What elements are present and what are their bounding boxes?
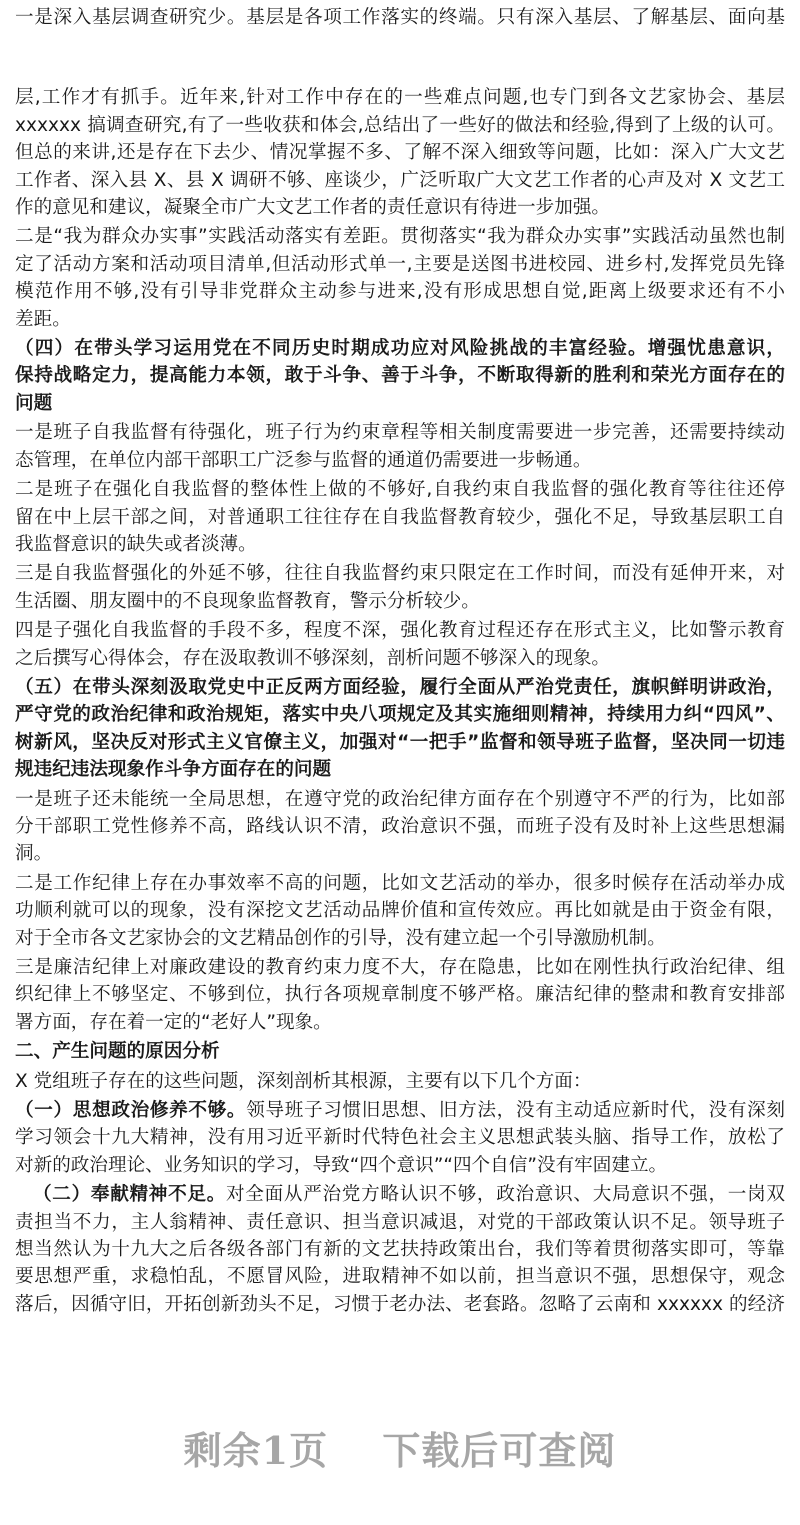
text-line xyxy=(15,84,785,111)
line-text: 规违纪违法现象作斗争方面存在的问题 xyxy=(15,759,332,781)
line-text: 分干部职工党性修养不高，路线认识不清，政治意识不强，而班子没有及时补上这些思想漏 xyxy=(15,815,785,837)
line-text: 留在中上层干部之间，对普通职工往往存在自我监督教育较少，强化不足，导致基层职工自 xyxy=(15,506,785,528)
line-text: （四）在带头学习运用党在不同历史时期成功应对风险挑战的丰富经验。增强忧患意识， xyxy=(15,338,785,360)
text-line xyxy=(15,1038,785,1065)
paragraph xyxy=(15,786,785,868)
text-line xyxy=(15,786,785,813)
remaining-pages-label: 剩余1页 xyxy=(183,1428,329,1473)
line-text: （五）在带头深刻汲取党史中正反两方面经验，履行全面从严治党责任，旗帜鲜明讲政治， xyxy=(15,676,785,698)
text-line xyxy=(15,1263,785,1290)
text-line xyxy=(15,306,785,333)
text-line xyxy=(15,870,785,897)
document-body xyxy=(15,4,785,1320)
line-text: 责担当不力，主人翁精神、责任意识、担当意识减退，对党的干部政策认识不足。领导班子 xyxy=(15,1211,785,1233)
section-heading xyxy=(15,674,785,784)
paragraph xyxy=(15,1097,785,1179)
line-text: 保持战略定力，提高能力本领，敢于斗争、善于斗争，不断取得新的胜利和荣光方面存在的 xyxy=(15,365,785,387)
text-line xyxy=(15,981,785,1008)
text-line xyxy=(15,531,785,558)
text-line xyxy=(15,674,785,701)
line-text: 二是工作纪律上存在办事效率不高的问题，比如文艺活动的举办，很多时候存在活动举办成 xyxy=(15,872,785,894)
line-text: 工作者、深入县 X、县 X 调研不够、座谈少，广泛听取广大文艺工作者的心声及对 X 文艺工 xyxy=(15,169,785,191)
paragraph xyxy=(15,1181,785,1318)
text-line xyxy=(15,729,785,756)
line-text: 树新风，坚决反对形式主义官僚主义，加强对“一把手”监督和领导班子监督，坚决同一切违 xyxy=(15,731,785,753)
text-line xyxy=(15,1181,785,1208)
line-text: 作的意见和建议，凝聚全市广大文艺工作者的责任意识有待进一步加强。 xyxy=(15,197,611,219)
paragraph xyxy=(15,4,785,31)
section-heading xyxy=(15,335,785,417)
line-text: 层,工作才有抓手。近年来,针对工作中存在的一些难点问题,也专门到各文艺家协会、基层 xyxy=(15,87,785,109)
text-line xyxy=(15,897,785,924)
paragraph xyxy=(15,476,785,558)
text-line xyxy=(15,362,785,389)
paragraph xyxy=(15,223,785,333)
text-line xyxy=(15,194,785,221)
line-text: 功顺利就可以的现象，没有深挖文艺活动品牌价值和宣传效应。再比如就是由于资金有限， xyxy=(15,900,785,922)
text-line xyxy=(15,251,785,278)
line-text: 署方面，存在着一定的“老好人”现象。 xyxy=(15,1011,332,1033)
line-text: 对于全市各文艺家协会的文艺精品创作的引导，没有建立起一个引导激励机制。 xyxy=(15,927,666,949)
text-line xyxy=(15,954,785,981)
text-line xyxy=(15,335,785,362)
text-line xyxy=(15,1236,785,1263)
text-line xyxy=(15,419,785,446)
line-text: 模范作用不够,没有引导非党群众主动参与进来,没有形成思想自觉,距离上级要求还有不小 xyxy=(15,281,785,303)
text-line xyxy=(15,223,785,250)
line-text: 一是深入基层调查研究少。基层是各项工作落实的终端。只有深入基层、了解基层、面向基 xyxy=(15,7,785,28)
line-text: 洞。 xyxy=(15,843,53,865)
download-to-view-label[interactable]: 下载后可查阅 xyxy=(382,1428,617,1473)
line-text: 一是班子自我监督有待强化，班子行为约束章程等相关制度需要进一步完善，还需要持续动 xyxy=(15,422,785,444)
text-line xyxy=(15,447,785,474)
line-text: 之后撰写心得体会，存在汲取教训不够深刻，剖析问题不够深入的现象。 xyxy=(15,647,611,669)
line-text: 对全面从严治党方略认识不够，政治意识、大局意识不强，一岗双 xyxy=(226,1184,785,1206)
text-line xyxy=(15,701,785,728)
line-text: 四是子强化自我监督的手段不多，程度不深，强化教育过程还存在形式主义，比如警示教育 xyxy=(15,620,785,642)
text-line xyxy=(15,645,785,672)
line-text: 学习领会十九大精神，没有用习近平新时代特色社会主义思想武装头脑、指导工作，放松了 xyxy=(15,1127,785,1149)
line-text: 要思想严重，求稳怕乱，不愿冒风险，进取精神不如以前，担当意识不强，思想保守，观念 xyxy=(15,1266,785,1288)
line-text: 问题 xyxy=(15,392,53,414)
section-heading xyxy=(15,1038,785,1065)
line-text: 二、产生问题的原因分析 xyxy=(15,1041,220,1063)
paragraph xyxy=(15,870,785,952)
text-line xyxy=(15,167,785,194)
line-text: 落后，因循守旧，开拓创新劲头不足，习惯于老办法、老套路。忽略了云南和 xxxxxx 的经济 xyxy=(15,1293,785,1315)
line-text: 三是自我监督强化的外延不够，往往自我监督约束只限定在工作时间，而没有延伸开来，对 xyxy=(15,563,785,585)
text-line xyxy=(15,476,785,503)
text-line xyxy=(15,1209,785,1236)
line-text: 态管理，在单位内部干部职工广泛参与监督的通道仍需要进一步畅通。 xyxy=(15,449,592,471)
paragraph xyxy=(15,419,785,474)
text-line xyxy=(15,278,785,305)
line-text: 一是班子还未能统一全局思想，在遵守党的政治纪律方面存在个别遵守不严的行为，比如部 xyxy=(15,788,785,810)
text-line xyxy=(15,813,785,840)
text-line xyxy=(15,840,785,867)
line-text: X 党组班子存在的这些问题，深刻剖析其根源，主要有以下几个方面： xyxy=(15,1070,592,1092)
line-text: 生活圈、朋友圈中的不良现象监督教育，警示分析较少。 xyxy=(15,590,480,612)
line-text: 对新的政治理论、业务知识的学习，导致“四个意识”“四个自信”没有牢固建立。 xyxy=(15,1154,668,1176)
line-text: 我监督意识的缺失或者淡薄。 xyxy=(15,533,257,555)
text-line xyxy=(15,756,785,783)
text-line xyxy=(15,1291,785,1318)
text-line xyxy=(15,560,785,587)
text-line xyxy=(15,4,785,31)
subsection-lead: （一）思想政治修养不够。 xyxy=(15,1100,247,1122)
line-text: 二是“我为群众办实事”实践活动落实有差距。贯彻落实“我为群众办实事”实践活动虽然也制 xyxy=(15,226,785,248)
text-line xyxy=(15,1124,785,1151)
paragraph xyxy=(15,1068,785,1095)
paragraph xyxy=(15,560,785,615)
text-line xyxy=(15,588,785,615)
line-text: 想当然认为十九大之后各级各部门有新的文艺扶持政策出台，我们等着贯彻落实即可，等靠 xyxy=(15,1239,785,1261)
line-text: 严守党的政治纪律和政治规矩，落实中央八项规定及其实施细则精神，持续用力纠“四风”、 xyxy=(15,704,785,726)
text-line xyxy=(15,504,785,531)
text-line xyxy=(15,925,785,952)
text-line xyxy=(15,390,785,417)
line-text: 领导班子习惯旧思想、旧方法，没有主动适应新时代，没有深刻 xyxy=(246,1100,785,1122)
text-line xyxy=(15,1068,785,1095)
text-line xyxy=(15,1009,785,1036)
line-text: 二是班子在强化自我监督的整体性上做的不够好,自我约束自我监督的强化教育等往往还停 xyxy=(15,479,785,501)
line-text: 织纪律上不够坚定、不够到位，执行各项规章制度不够严格。廉洁纪律的整肃和教育安排部 xyxy=(15,984,785,1006)
line-text: xxxxxx 搞调查研究,有了一些收获和体会,总结出了一些好的做法和经验,得到了上级的认可。 xyxy=(15,114,785,136)
line-text: 定了活动方案和活动项目清单,但活动形式单一,主要是送图书进校园、进乡村,发挥党员先锋 xyxy=(15,253,785,275)
text-line xyxy=(15,617,785,644)
text-line xyxy=(15,1152,785,1179)
line-text: 但总的来讲,还是存在下去少、情况掌握不多、了解不深入细致等问题，比如：深入广大文艺 xyxy=(15,142,785,164)
paragraph xyxy=(15,617,785,672)
text-line xyxy=(15,1097,785,1124)
paragraph xyxy=(15,84,785,221)
download-prompt[interactable] xyxy=(0,1420,800,1475)
subsection-lead: （二）奉献精神不足。 xyxy=(33,1184,226,1206)
paragraph xyxy=(15,954,785,1036)
line-text: 三是廉洁纪律上对廉政建设的教育约束力度不大，存在隐患，比如在刚性执行政治纪律、组 xyxy=(15,957,785,978)
line-text: 差距。 xyxy=(15,308,71,330)
text-line xyxy=(15,112,785,139)
text-line xyxy=(15,139,785,166)
